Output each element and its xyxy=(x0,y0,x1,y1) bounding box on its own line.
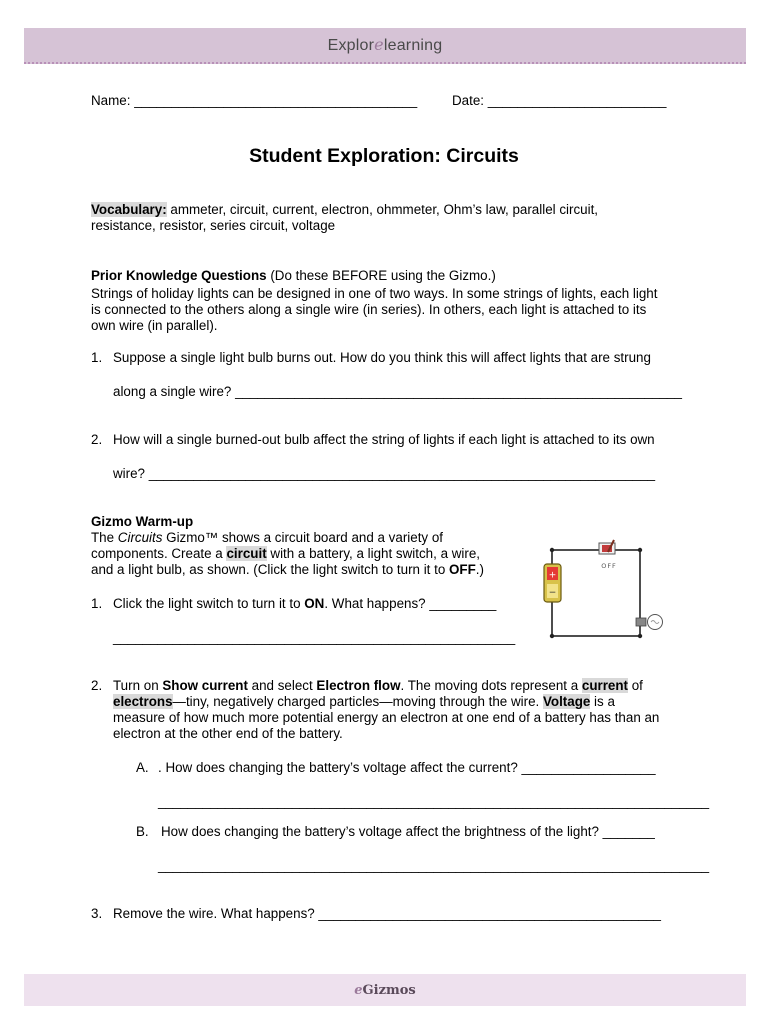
warmup-question-1: Click the light switch to turn it to ON. What happens? _________ xyxy=(113,596,497,611)
wire-node xyxy=(638,548,642,552)
wire-node xyxy=(550,634,554,638)
circuit-diagram xyxy=(538,538,670,640)
name-blank: ______________________________________ xyxy=(134,93,418,108)
prior-knowledge-heading: Prior Knowledge Questions (Do these BEFORE using the Gizmo.) xyxy=(91,268,496,283)
sub-answer-b: __________________________________________________________________________ xyxy=(158,858,710,873)
warmup-text-line: The Circuits Gizmo™ shows a circuit board and a variety of xyxy=(91,530,444,545)
warmup-question-2-line: electron at the other end of the battery. xyxy=(113,726,343,741)
prior-text-line: Strings of holiday lights can be designed in one of two ways. In some strings of lights, each light xyxy=(91,286,658,301)
sub-answer-a: __________________________________________________________________________ xyxy=(158,794,710,809)
date-line xyxy=(452,93,666,109)
light-switch-icon xyxy=(599,540,617,570)
question-number: 1. xyxy=(91,596,103,611)
vocabulary-label: Vocabulary: xyxy=(91,202,167,217)
warmup-heading: Gizmo Warm-up xyxy=(91,514,194,529)
warmup-question-2-line: measure of how much more potential energy an electron at one end of a battery has than an xyxy=(113,710,660,725)
warmup-answer-1: ______________________________________________________ xyxy=(113,630,516,645)
question-number: 2. xyxy=(91,678,103,693)
sub-question-label: B. xyxy=(136,824,149,839)
header-band xyxy=(24,28,746,64)
warmup-text-line: components. Create a circuit with a battery, a light switch, a wire, xyxy=(91,546,481,561)
footer-band xyxy=(24,974,746,1006)
wire-node xyxy=(550,548,554,552)
battery-plus-label: + xyxy=(548,570,557,581)
prior-answer-2: wire? ____________________________________________________________________ xyxy=(113,466,656,481)
warmup-question-2-line: Turn on Show current and select Electron flow. The moving dots represent a current of xyxy=(113,678,643,693)
page-title: Student Exploration: Circuits xyxy=(249,145,519,167)
date-label: Date: xyxy=(452,93,485,108)
question-number: 3. xyxy=(91,906,103,921)
prior-answer-1: along a single wire? ____________________________________________________________ xyxy=(113,384,682,399)
sub-question-label: A. xyxy=(136,760,149,775)
prior-text-line: own wire (in parallel). xyxy=(91,318,218,333)
name-label: Name: xyxy=(91,93,131,108)
vocabulary-line-2: resistance, resistor, series circuit, voltage xyxy=(91,218,336,233)
warmup-question-3: Remove the wire. What happens? ______________________________________________ xyxy=(113,906,662,921)
warmup-text-line: and a light bulb, as shown. (Click the light switch to turn it to OFF.) xyxy=(91,562,484,577)
switch-off-label: OFF xyxy=(601,562,617,570)
prior-question-1: Suppose a single light bulb burns out. How do you think this will affect lights that are strung xyxy=(113,350,651,365)
vocabulary-line-1: Vocabulary: ammeter, circuit, current, electron, ohmmeter, Ohm’s law, parallel circuit, xyxy=(91,202,599,217)
name-line xyxy=(91,93,417,109)
warmup-question-2-line: electrons—tiny, negatively charged particles—moving through the wire. Voltage is a xyxy=(113,694,615,709)
date-blank: ________________________ xyxy=(487,93,667,108)
battery-minus-label: − xyxy=(548,588,557,598)
question-number: 1. xyxy=(91,350,103,365)
prior-question-2: How will a single burned-out bulb affect the string of lights if each light is attached to its own xyxy=(113,432,655,447)
circuit-wire xyxy=(552,550,640,636)
gizmos-logo: eGizmos xyxy=(354,983,416,998)
sub-question-b: How does changing the battery’s voltage affect the brightness of the light? _______ xyxy=(161,824,655,839)
sub-question-a: . How does changing the battery’s voltage affect the current? __________________ xyxy=(158,760,656,775)
wire-node xyxy=(638,634,642,638)
explorelearning-logo: Explorelearning xyxy=(327,35,443,54)
battery-icon xyxy=(544,564,561,602)
question-number: 2. xyxy=(91,432,103,447)
prior-text-line: is connected to the others along a single wire (in series). In others, each light is attached to its xyxy=(91,302,647,317)
